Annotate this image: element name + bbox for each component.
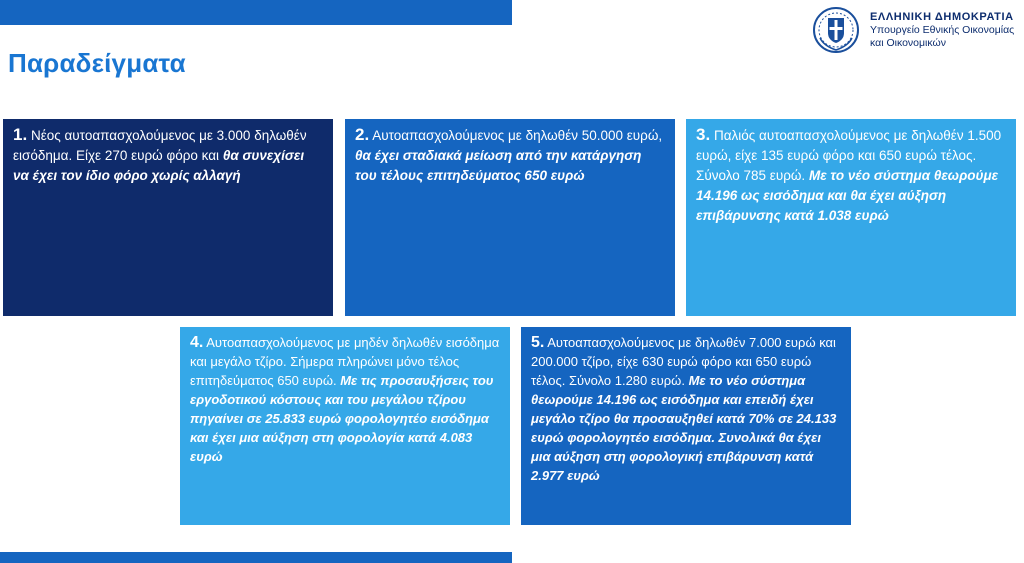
card-text: Αυτοαπασχολούμενος με δηλωθέν 50.000 ευρώ, xyxy=(372,128,663,143)
card-text: Αυτοαπασχολούμενος με δηλωθέν 7.000 ευρώ και 200.000 τζίρο, είχε 630 ευρώ φόρο και 650 ευρώ τέλος. Σύνολο 1.280 ευρώ. xyxy=(531,335,836,388)
example-card-1 xyxy=(3,119,333,316)
card-number: 4. xyxy=(190,334,204,351)
card-highlight: θα έχει σταδιακά μείωση από την κατάργηση του τέλους επιτηδεύματος 650 ευρώ xyxy=(355,148,642,183)
top-accent-bar xyxy=(0,0,512,25)
card-text: Παλιός αυτοαπασχολούμενος με δηλωθέν 1.500 ευρώ, είχε 135 ευρώ φόρο και 650 ευρώ τέλος. Σύνολο 785 ευρώ. xyxy=(696,128,1002,183)
card-number: 5. xyxy=(531,334,545,351)
page-title: Παραδείγματα xyxy=(8,48,186,78)
logo-ministry-line2: και Οικονομικών xyxy=(870,37,946,49)
logo-ministry-line1: Υπουργείο Εθνικής Οικονομίας xyxy=(870,24,1015,36)
example-card-3 xyxy=(686,119,1016,316)
logo-org-name: ΕΛΛΗΝΙΚΗ ΔΗΜΟΚΡΑΤΙΑ xyxy=(870,11,1014,23)
card-highlight: Με το νέο σύστημα θεωρούμε 14.196 ως εισόδημα και θα έχει αύξηση επιβάρυνσης κατά 1.038 ευρώ xyxy=(696,168,999,223)
greek-emblem-icon xyxy=(812,6,860,54)
card-number: 1. xyxy=(13,125,28,144)
card-highlight: θα συνεχίσει να έχει τον ίδιο φόρο χωρίς αλλαγή xyxy=(13,148,305,183)
government-logo xyxy=(812,6,1024,58)
card-highlight: Με τις προσαυξήσεις του εργοδοτικού κόστους και του μεγάλου τζίρου πηγαίνει σε 25.833 ευρώ φορολογητέο εισόδημα και έχει μια αύξηση στη φορολογία κατά 4.083 ευρώ xyxy=(190,373,494,464)
example-card-4 xyxy=(180,327,510,525)
bottom-accent-bar xyxy=(0,552,512,563)
card-number: 2. xyxy=(355,125,370,144)
example-card-5 xyxy=(521,327,851,525)
card-text: Νέος αυτοαπασχολούμενος με 3.000 δηλωθέν εισόδημα. Είχε 270 ευρώ φόρο και xyxy=(13,128,307,163)
example-card-2 xyxy=(345,119,675,316)
card-number: 3. xyxy=(696,125,711,144)
card-text: Αυτοαπασχολούμενος με μηδέν δηλωθέν εισόδημα και μεγάλο τζίρο. Σήμερα πληρώνει μόνο τέλος επιτηδεύματος 650 ευρώ. xyxy=(190,335,500,388)
card-highlight: Με το νέο σύστημα θεωρούμε 14.196 ως εισόδημα και επειδή έχει μεγάλο τζίρο θα προσαυξηθεί κατά 70% σε 24.133 ευρώ φορολογητέο εισόδημα. Συνολικά θα έχει μια αύξηση στη φορολογική επιβάρυνση κατά 2.977 ευρώ xyxy=(531,373,837,483)
